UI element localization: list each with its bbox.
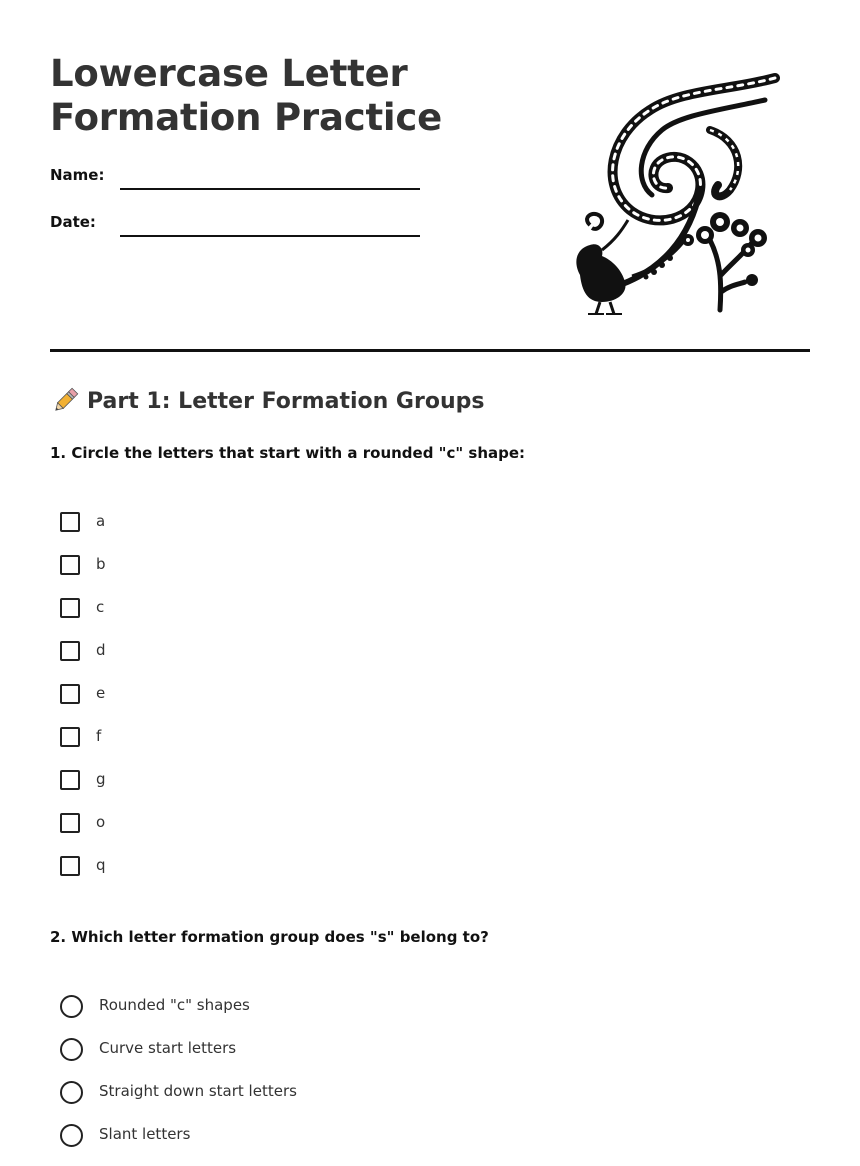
option-f[interactable] (60, 725, 106, 768)
option-b[interactable] (60, 553, 106, 596)
checkbox[interactable] (60, 555, 80, 575)
worksheet-header (50, 0, 810, 352)
radio-button[interactable] (60, 1038, 83, 1061)
option-rounded-c-shapes[interactable] (60, 994, 297, 1037)
option-label: Rounded "c" shapes (99, 996, 250, 1014)
checkbox[interactable] (60, 770, 80, 790)
frond-hook (710, 130, 738, 196)
option-q[interactable] (60, 854, 106, 897)
bird-body (576, 244, 625, 302)
checkbox[interactable] (60, 598, 80, 618)
checkbox[interactable] (60, 641, 80, 661)
option-d[interactable] (60, 639, 106, 682)
option-label: Curve start letters (99, 1039, 237, 1057)
option-slant-letters[interactable] (60, 1123, 297, 1166)
pencil-icon (50, 386, 80, 416)
question-2-options (60, 994, 297, 1166)
radio-button[interactable] (60, 1081, 83, 1104)
name-field[interactable] (50, 166, 420, 196)
option-label: f (96, 727, 102, 745)
part1-heading (50, 386, 484, 416)
option-curve-start-letters[interactable] (60, 1037, 297, 1080)
checkbox[interactable] (60, 813, 80, 833)
option-label: e (96, 684, 106, 702)
question-1: 1. Circle the letters that start with a rounded "c" shape: (50, 444, 526, 462)
checkbox[interactable] (60, 856, 80, 876)
option-o[interactable] (60, 811, 106, 854)
option-g[interactable] (60, 768, 106, 811)
decorative-bird-tree-illustration (570, 70, 800, 320)
option-label: Straight down start letters (99, 1082, 297, 1100)
radio-button[interactable] (60, 995, 83, 1018)
frond-outer (613, 78, 775, 220)
date-line[interactable] (120, 235, 420, 237)
date-label: Date: (50, 213, 96, 231)
checkbox[interactable] (60, 684, 80, 704)
option-label: c (96, 598, 105, 616)
option-label: b (96, 555, 106, 573)
option-e[interactable] (60, 682, 106, 725)
option-straight-down-start-letters[interactable] (60, 1080, 297, 1123)
option-label: o (96, 813, 106, 831)
option-label: a (96, 512, 106, 530)
checkbox[interactable] (60, 727, 80, 747)
worksheet-title (50, 52, 520, 140)
worksheet-page (50, 0, 810, 1161)
title-line-2: Formation Practice (50, 96, 443, 139)
option-label: Slant letters (99, 1125, 191, 1143)
option-label: g (96, 770, 106, 788)
part1-heading-text: Part 1: Letter Formation Groups (87, 388, 485, 414)
title-line-1: Lowercase Letter (50, 52, 408, 95)
radio-button[interactable] (60, 1124, 83, 1147)
name-line[interactable] (120, 188, 420, 190)
name-label: Name: (50, 166, 105, 184)
question-1-options (60, 510, 106, 897)
date-field[interactable] (50, 213, 420, 243)
option-a[interactable] (60, 510, 106, 553)
header-divider (50, 349, 810, 352)
question-2: 2. Which letter formation group does "s" belong to? (50, 928, 489, 946)
checkbox[interactable] (60, 512, 80, 532)
option-label: q (96, 856, 106, 874)
option-c[interactable] (60, 596, 106, 639)
option-label: d (96, 641, 106, 659)
